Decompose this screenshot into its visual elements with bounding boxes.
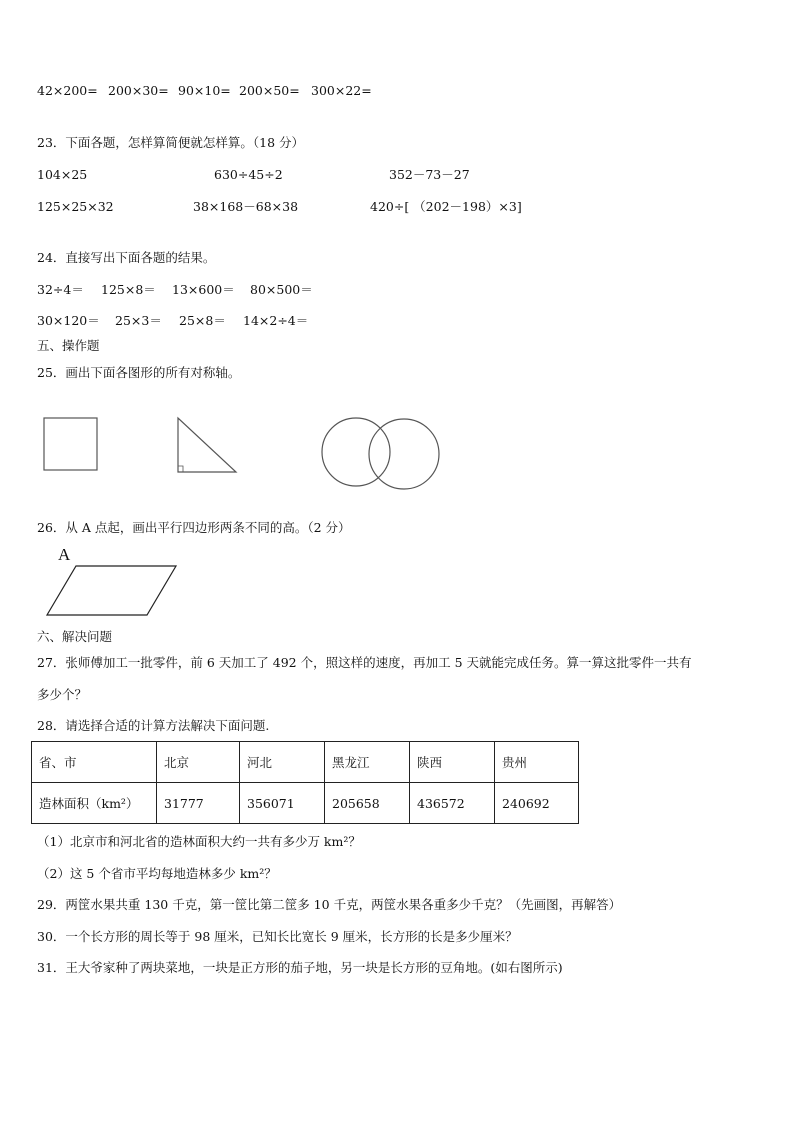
q29-text: 29．两筐水果共重 130 千克，第一筐比第二筐多 10 千克，两筐水果各重多少千克？（先画图，再解答）: [37, 897, 622, 912]
table-header-row: [32, 742, 579, 783]
square-figure: [44, 418, 97, 470]
q28-sub-question-2: （2）这 5 个省市平均每地造林多少 km²？: [37, 866, 277, 881]
q25-title: 25．画出下面各图形的所有对称轴。: [37, 365, 241, 380]
q24-title: 24．直接写出下面各题的结果。: [37, 250, 216, 265]
q24-expr: 80×500＝: [250, 282, 313, 297]
q22-expr: 300×22=: [311, 83, 372, 98]
q23-expr: 352－73－27: [389, 167, 470, 182]
table-cell: 205658: [325, 783, 410, 824]
q23-expr: 125×25×32: [37, 199, 114, 214]
q22-expr: 200×50=: [239, 83, 300, 98]
section-heading-6: 六、解决问题: [37, 629, 113, 644]
table-cell: 省、市: [32, 742, 157, 783]
q24-expr: 14×2÷4＝: [243, 313, 309, 328]
q27-line-2: 多少个？: [37, 687, 88, 702]
table-cell: 240692: [495, 783, 579, 824]
q24-expr: 125×8＝: [101, 282, 156, 297]
right-angle-mark: [178, 466, 183, 472]
q24-expr: 25×8＝: [179, 313, 226, 328]
q23-expr: 104×25: [37, 167, 88, 182]
q24-expr: 25×3＝: [115, 313, 162, 328]
table-cell: 陕西: [410, 742, 495, 783]
table-cell: 356071: [240, 783, 325, 824]
section-heading-5: 五、操作题: [37, 338, 100, 353]
right-triangle-figure: [178, 418, 236, 472]
table-cell: 贵州: [495, 742, 579, 783]
q28-sub-question-1: （1）北京市和河北省的造林面积大约一共有多少万 km²？: [37, 834, 361, 849]
table-row: [32, 783, 579, 824]
right-circle-figure: [369, 419, 439, 489]
afforestation-table: [31, 741, 579, 824]
table-cell: 造林面积（km²）: [32, 783, 157, 824]
q22-expr: 42×200=: [37, 83, 98, 98]
q23-expr: 420÷[ （202－198）×3]: [370, 199, 522, 214]
q23-expr: 38×168－68×38: [193, 199, 299, 214]
q24-expr: 13×600＝: [172, 282, 235, 297]
q24-expr: 30×120＝: [37, 313, 100, 328]
q23-expr: 630÷45÷2: [214, 167, 283, 182]
table-cell: 31777: [157, 783, 240, 824]
point-a-label: A: [58, 545, 71, 564]
q26-title: 26．从 A 点起，画出平行四边形两条不同的高。（2 分）: [37, 520, 351, 535]
q22-expr: 200×30=: [108, 83, 169, 98]
q27-line-1: 27．张师傅加工一批零件，前 6 天加工了 492 个，照这样的速度，再加工 5 天就能完成任务。算一算这批零件一共有: [37, 655, 692, 670]
table-cell: 河北: [240, 742, 325, 783]
q22-expr: 90×10=: [178, 83, 231, 98]
q24-expr: 32÷4＝: [37, 282, 84, 297]
left-circle-figure: [322, 418, 390, 486]
q30-text: 30．一个长方形的周长等于 98 厘米，已知长比宽长 9 厘米，长方形的长是多少厘米？: [37, 929, 518, 944]
parallelogram-figure: [47, 566, 176, 615]
table-cell: 北京: [157, 742, 240, 783]
q31-text: 31．王大爷家种了两块菜地，一块是正方形的茄子地，另一块是长方形的豆角地。(如右图所示): [37, 960, 563, 975]
q28-title: 28．请选择合适的计算方法解决下面问题.: [37, 718, 270, 733]
table-cell: 黑龙江: [325, 742, 410, 783]
table-cell: 436572: [410, 783, 495, 824]
q23-title: 23．下面各题，怎样算简便就怎样算。（18 分）: [37, 135, 305, 150]
